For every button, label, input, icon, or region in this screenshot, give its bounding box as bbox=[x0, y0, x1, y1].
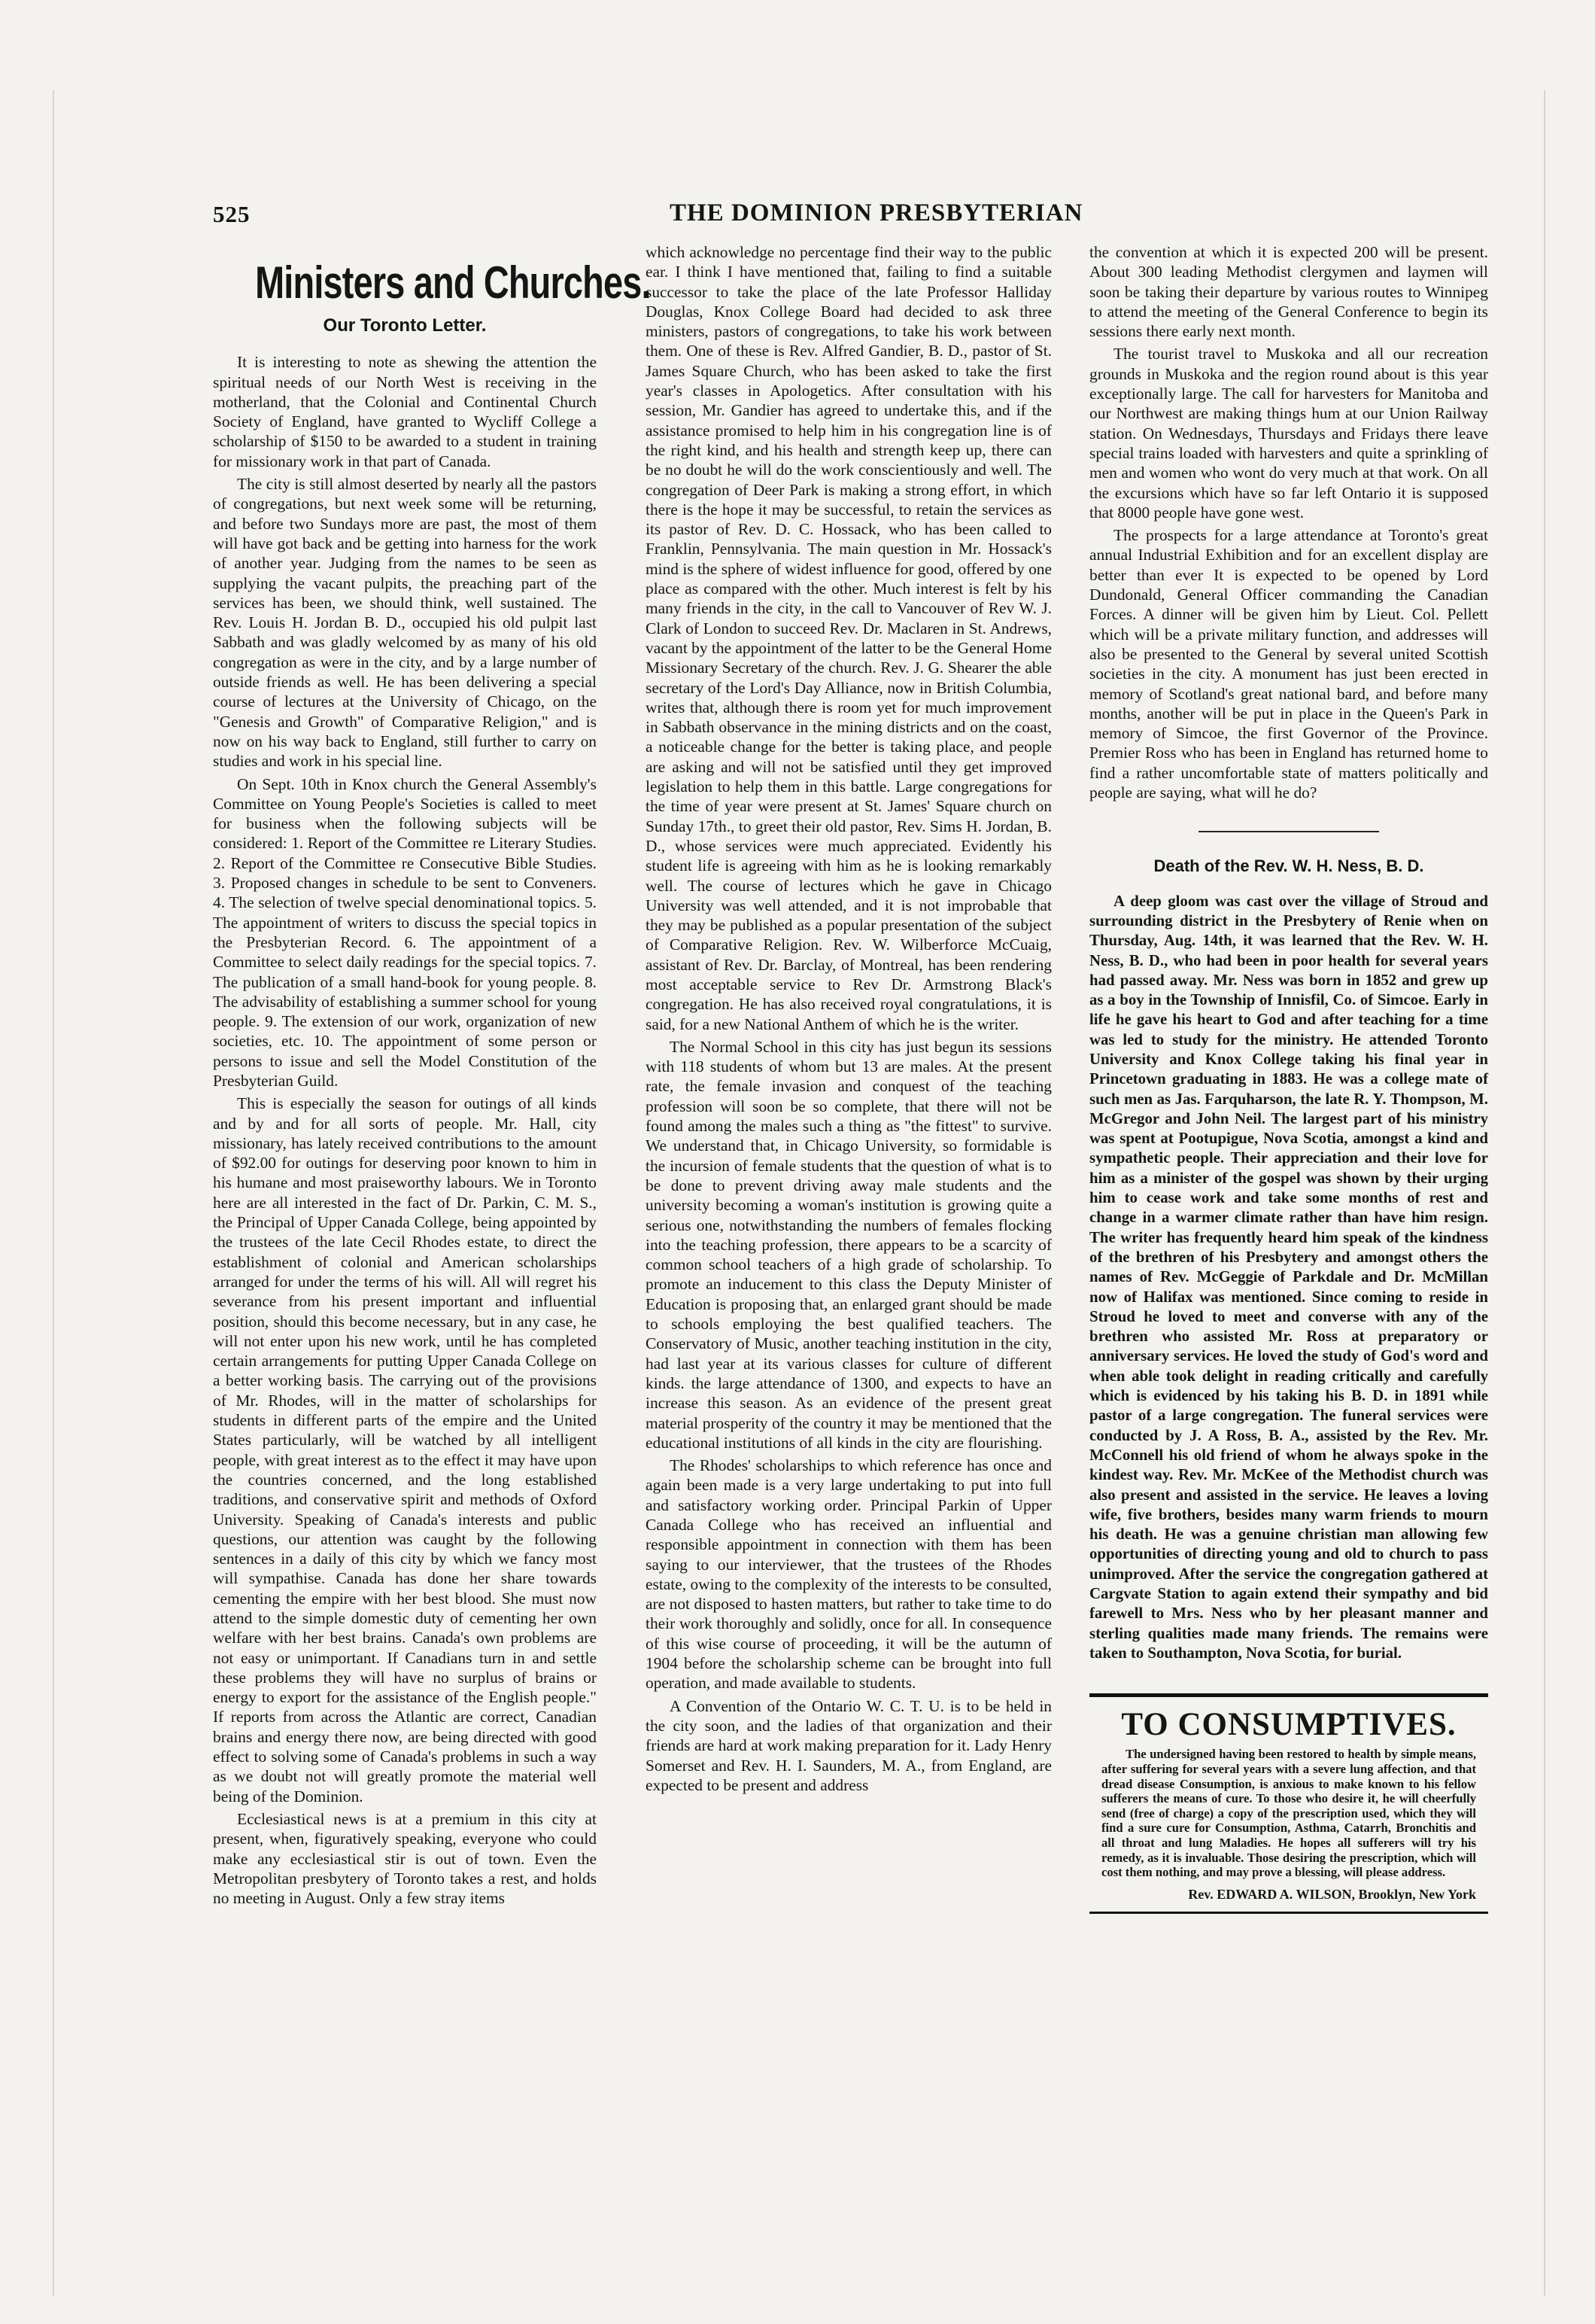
running-title: THE DOMINION PRESBYTERIAN bbox=[670, 199, 1083, 227]
paragraph: On Sept. 10th in Knox church the General Assembly's Committee on Young People's Societies is called to meet for business when the following subjects will be considered: 1. Report of the Committee re Literary Studies. 2. Report of the Committee re Consecutive Bible Studies. 3. Proposed changes in schedule to be sent to Conveners. 4. The selection of twelve special denominational topics. 5. The appointment of writers to discuss the special topics in the Presbyterian Record. 6. The appointment of a Committee to select daily readings for the special topics. 7. The publication of a small hand-book for young people. 8. The advisability of establishing a summer school for young people. 9. The extension of our work, organization of new societies, etc. 10. The appointment of some person or persons to issue and sell the Model Constitution of the Presbyterian Guild. bbox=[213, 774, 597, 1090]
advertisement-body: The undersigned having been restored to health by simple means, after suffering for several years with a severe lung affection, and that dread disease Consumption, is anxious to make known to his fellow sufferers the means of cure. To those who desire it, he will cheerfully send (free of charge) a copy of the prescription used, which they will find a sure cure for Consumption, Asthma, Catarrh, Bronchitis and all throat and lung Maladies. He hopes all sufferers will try his remedy, as it is invaluable. Those desiring the prescription, which will cost them nothing, and may prove a blessing, will please address. bbox=[1101, 1747, 1476, 1880]
section-divider bbox=[1199, 831, 1379, 832]
advertisement-signature: Rev. EDWARD A. WILSON, Brooklyn, New York bbox=[1188, 1886, 1476, 1902]
page-number: 525 bbox=[213, 201, 251, 227]
paragraph: Ecclesiastical news is at a premium in this city at present, when, figuratively speaking, everyone who could make any ecclesiastical stir is out of town. Even the Metropolitan presbytery of Toronto takes a rest, and holds no meeting in August. Only a few stray items bbox=[213, 1809, 597, 1908]
article-subtitle: Our Toronto Letter. bbox=[323, 315, 487, 336]
paragraph: the convention at which it is expected 200 will be present. About 300 leading Methodist clergymen and laymen will soon be taking their departure by various routes to Winnipeg to attend the meeting of the General Conference to begin its sessions there early next month. bbox=[1089, 243, 1488, 341]
paragraph: It is interesting to note as shewing the attention the spiritual needs of our North West is receiving in the motherland, that the Colonial and Continental Church Society of England, have granted to Wycliff College a scholarship of $150 to be awarded to a student in training for missionary work in that part of Canada. bbox=[213, 353, 597, 470]
paragraph: A Convention of the Ontario W. C. T. U. is to be held in the city soon, and the ladies of that organization and their friends are hard at work making preparation for it. Lady Henry Somerset and Rev. H. I. Saunders, M. A., from England, are expected to be present and address bbox=[646, 1696, 1052, 1794]
paragraph: The tourist travel to Muskoka and all our recreation grounds in Muskoka and the region round about is this year exceptionally large. The call for harvesters for Manitoba and our Northwest are making things hum at our Union Railway station. On Wednesdays, Thursdays and Fridays there leave special trains loaded with harvesters and quite a sprinkling of men and women who wont do very much at that work. On all the excursions which have so far left Ontario it is supposed that 8000 people have gone west. bbox=[1089, 345, 1488, 522]
paragraph: The prospects for a large attendance at Toronto's great annual Industrial Exhibition and for an excellent display are better than ever It is expected to be opened by Lord Dundonald, General Officer commanding the Canadian Forces. A dinner will be given him by Lieut. Col. Pellett which will be a private military function, and addresses will also be presented to the General by several united Scottish societies in the city. A monument has just been erected in memory of Scotland's great national bard, and before many months, another will be put in place in the Queen's Park in memory of Simcoe, the first Governor of the Province. Premier Ross who has been in England has returned home to find a rather uncomfortable state of matters politically and people are saying, what will he do? bbox=[1089, 526, 1488, 802]
paragraph: The city is still almost deserted by nearly all the pastors of congregations, but next week some will be returning, and before two Sundays more are past, the most of them will have got back and be getting into harness for the work of another year. Judging from the names to be seen as supplying the vacant pulpits, the preaching part of the services has been, we should think, well sustained. The Rev. Louis H. Jordan B. D., occupied his old pulpit last Sabbath and was gladly welcomed by as many of his old congregation as were in the city, and by a large number of outside friends as well. He has been delivering a special course of lectures at the University of Chicago, on the "Genesis and Growth" of Comparative Religion," and is now on his way back to England, still further to carry on studies and work in his special line. bbox=[213, 475, 597, 771]
paragraph: This is especially the season for outings of all kinds and by and for all sorts of people. Mr. Hall, city missionary, has lately received contributions to the amount of $92.00 for outings for deserving poor known to him in his humane and most praiseworthy labours. We in Toronto here are all interested in the fact of Dr. Parkin, C. M. S., the Principal of Upper Canada College, being appointed by the trustees of the late Cecil Rhodes estate, to direct the establishment of colonial and American scholarships arranged for under the terms of his will. All will regret his severance from his present important and influential position, should this become necessary, but in any case, he will not enter upon his new work, until he has completed certain arrangements for putting Upper Canada College on a better working basis. The carrying out of the provisions of Mr. Rhodes, will in the matter of scholarships for students in different parts of the empire and the United States particularly, will be watched by all intelligent people, with great interest as to the effect it may have upon the countries concerned, and the long established traditions, and conservative spirit and methods of Oxford University. Speaking of Canada's interests and public questions, our attention was caught by the following sentences in a daily of this city by which we fancy most will sympathise. Canada has done her share towards cementing the empire with her best blood. She must now attend to the simple domestic duty of cementing her own welfare with her best brains. Canada's own problems are not easy or unimportant. If Canadians turn in and settle these problems they will have no surplus of brains or energy to export for the assistance of the English people." If reports from across the Atlantic are correct, Canadian brains and energy there now, are being directed with good effect to solving some of Canada's problems in such a way as we doubt not will greatly promote the material well being of the Dominion. bbox=[213, 1094, 597, 1805]
obituary-body: A deep gloom was cast over the village of Stroud and surrounding district in the Presbytery of Renie when on Thursday, Aug. 14th, it was learned that the Rev. W. H. Ness, B. D., who had been in poor health for several years had passed away. Mr. Ness was born in 1852 and grew up as a boy in the Township of Innisfil, Co. of Simcoe. Early in life he gave his heart to God and after teaching for a time was led to study for the ministry. He attended Toronto University and Knox College taking his final year in Princetown graduating in 1883. He was a college mate of such men as Jas. Farquharson, the late R. Y. Thompson, M. McGregor and John Neil. The largest part of his ministry was spent at Pootupigue, Nova Scotia, amongst a kind and sympathetic people. Their appreciation and their love for him as a minister of the gospel was shown by their urging him to cease work and take some months of rest and change in a warmer climate rather than have him resign. The writer has frequently heard him speak of the kindness of the brethren of his Presbytery and amongst others the names of Rev. McGeggie of Parkdale and Dr. McMillan now of Halifax was mentioned. Since coming to reside in Stroud he loved to meet and converse with any of the brethren who assisted Mr. Ross at preparatory or anniversary services. He loved the study of God's word and when able took delight in reading critically and carefully which is evidenced by his taking his B. D. in 1891 while pastor of a large congregation. The funeral services were conducted by J. A Ross, B. A., assisted by the Rev. Mr. McConnell his old friend of whom he always spoke in the kindest way. Rev. Mr. McKee of the Methodist church was also present and assisted in the service. He leaves a loving wife, five brothers, besides many warm friends to mourn his death. He was a genuine christian man allowing few opportunities of directing young and old to church to pass unimproved. After the service the congregation gathered at Cargvate Station to again extend their sympathy and bid farewell to Mrs. Ness who by her pleasant manner and sterling qualities made many friends. The remains were taken to Southampton, Nova Scotia, for burial. bbox=[1089, 892, 1488, 1662]
column-1 bbox=[213, 242, 651, 2252]
column-2 bbox=[646, 242, 1052, 2252]
paragraph: which acknowledge no percentage find their way to the public ear. I think I have mentioned that, failing to find a suitable successor to take the place of the late Professor Halliday Douglas, Knox College Board had decided to ask three ministers, pastors of congregations, to take his work between them. One of these is Rev. Alfred Gandier, B. D., pastor of St. James Square Church, who has been asked to take the first year's classes in Apologetics. After consultation with his session, Mr. Gandier has agreed to undertake this, and if the assistance promised to help him in his congregation line is of the right kind, and his health and strength keep up, there can be no doubt he will do the work conscientiously and well. The congregation of Deer Park is making a strong effort, in which there is the hope it may be successful, to retain the services as its pastor of Rev. D. C. Hossack, who has been called to Franklin, Pennsylvania. The main question in Mr. Hossack's mind is the sphere of widest influence for good, offered by one place as compared with the other. Much interest is felt by his many friends in the city, in the call to Vancouver of Rev W. J. Clark of London to succeed Rev. Dr. Maclaren in St. Andrews, vacant by the appointment of the latter to be the General Home Missionary Secretary of the church. Rev. J. G. Shearer the able secretary of the Lord's Day Alliance, now in British Columbia, writes that, although there is room yet for much improvement in Sabbath observance in the mining districts and on the coast, a noticeable change for the better is taking place, and people are asking and will not be satisfied until they get improved legislation to help them in this battle. Large congregations for the time of year were present at St. James' Square church on Sunday 17th., to greet their old pastor, Rev. Sims H. Jordan, B. D., whose services were much appreciated. Evidently his student life is agreeing with him as he is looking remarkably well. The course of lectures which he gave in Chicago University was well attended, and it is not improbable that they may be published as a popular presentation of the subject of Comparative Religion. Rev. W. Wilberforce McCuaig, assistant of Rev. Dr. Barclay, of Montreal, has been rendering most acceptable service to Rev Dr. Armstrong Black's congregation. He has also received royal congratulations, it is said, for a new National Anthem of which he is the writer. bbox=[646, 243, 1052, 1033]
article-title: Ministers and Churches. bbox=[255, 257, 651, 308]
column-3 bbox=[1089, 242, 1488, 2252]
paragraph: The Rhodes' scholarships to which reference has once and again been made is a very large undertaking to put into full and satisfactory working order. Principal Parkin of Upper Canada College who has received an influential and responsible appointment in connection with them has been saying to our interviewer, that the trustees of the Rhodes estate, owing to the complexity of the interests to be consulted, are not disposed to hasten matters, but rather to take time to do their work thoroughly and solidly, once for all. In consequence of this wise course of proceeding, it will be the autumn of 1904 before the scholarship scheme can be brought into full operation, and made available to students. bbox=[646, 1456, 1052, 1693]
paragraph: The Normal School in this city has just begun its sessions with 118 students of whom but 13 are males. At the present rate, the female invasion and conquest of the teaching profession will soon be so complete, that there will not be found among the males such a thing as "the fittest" to survive. We understand that, in Chicago University, so formidable is the incursion of female students that the question of what is to be done to prevent driving away male students and the university becoming a woman's institution is growing quite a serious one, notwithstanding the numbers of females flocking into the teaching profession, there appears to be a scarcity of common school teachers of a high grade of scholarship. To promote an inducement to this class the Deputy Minister of Education is proposing that, an enlarged grant should be made to schools employing the best qualified teachers. The Conservatory of Music, another teaching institution in the city, had last year at its various classes for culture of different kinds. the large attendance of 1300, and expects to have an increase this season. As an evidence of the present great material prosperity of the country it may be mentioned that the educational institutions of all kinds in the city are flourishing. bbox=[646, 1037, 1052, 1452]
advertisement-title: TO CONSUMPTIVES. bbox=[1121, 1707, 1457, 1743]
advertisement bbox=[1089, 1693, 1488, 1914]
obituary-title: Death of the Rev. W. H. Ness, B. D. bbox=[1153, 856, 1424, 876]
